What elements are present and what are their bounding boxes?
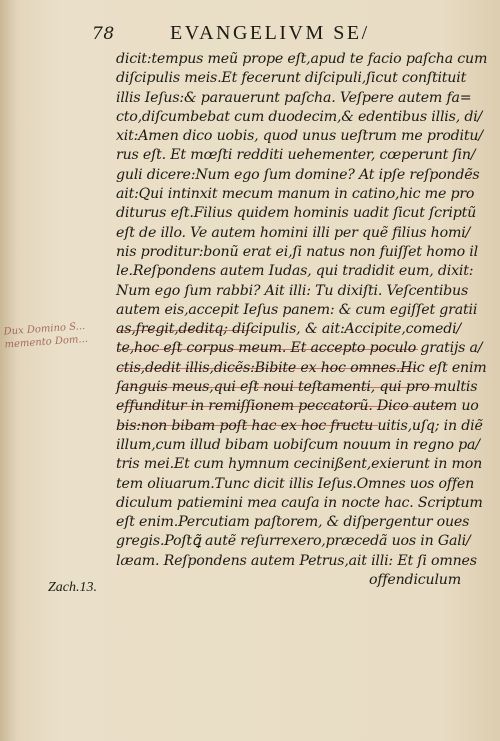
margin-reference: Zach.13. [48, 580, 97, 595]
text-line: illum,cum illud bibam uobiſcum nouum in regno pa/ [116, 436, 480, 453]
text-line: tris mei.Et cum hymnum cecinißent,exierunt in mon [116, 456, 483, 473]
text-line: gregis.Poſtꝗ̃ autẽ reſurrexero,præcedã uos in Gali/ [116, 533, 471, 550]
text-line: ſanguis meus,qui eſt noui teſtamenti, qui pro multis [116, 379, 478, 396]
text-line: dicit:tempus meũ prope eſt,apud te facio paſcha cum [116, 51, 488, 67]
text-line: diſcipulis meis.Et fecerunt diſcipuli,ſicut conſtituit [116, 70, 467, 87]
text-line: ctis,dedit illis,dicẽs:Bibite ex hoc omnes.Hic eſt enim [116, 359, 487, 376]
running-head: EVANGELIVM SE/ [170, 22, 370, 44]
text-line: læam. Reſpondens autem Petrus,ait illi: Et ſi omnes [116, 552, 477, 569]
text-line: guli dicere:Num ego ſum domine? At ipſe reſpondẽs [116, 166, 480, 183]
body-text [116, 50, 488, 590]
text-line: le.Reſpondens autem Iudas, qui tradidit eum, dixit: [116, 263, 474, 280]
text-line: te,hoc eſt corpus meum. Et accepto poculo gratijs a/ [116, 340, 483, 357]
text-line: rus eſt. Et mœſti redditi uehementer, cœperunt ſin/ [116, 147, 476, 164]
text-line: as,fregit,deditq; diſcipulis, & ait:Accipite,comedi/ [116, 321, 461, 338]
folio-number: 78 [92, 24, 115, 44]
text-line: ait:Qui intinxit mecum manum in catino,hic me pro [116, 186, 475, 203]
text-line: autem eis,accepit Ieſus panem: & cum egiſſet gratii [116, 301, 478, 318]
text-line: effunditur in remiſſionem peccatorũ. Dico autem uo [116, 398, 479, 415]
text-line: eſt enim.Percutiam paſtorem, & diſpergentur oues [116, 514, 470, 531]
text-line: cto,diſcumbebat cum duodecim,& edentibus illis, di/ [116, 108, 483, 125]
text-line: illis Ieſus:& parauerunt paſcha. Veſpere autem fa= [116, 89, 472, 106]
text-line: tem oliuarum.Tunc dicit illis Ieſus.Omnes uos offen [116, 475, 475, 492]
text-line: Num ego ſum rabbi? Ait illi: Tu dixiſti. Veſcentibus [116, 282, 469, 299]
text-line: bis:non bibam poſt hac ex hoc fructu uitis,uſq; in diẽ [116, 417, 483, 434]
text-line: nis proditur:bonũ erat ei,ſi natus non fuiſſet homo il [116, 243, 478, 260]
text-line: xit:Amen dico uobis, quod unus ueſtrum me proditu/ [116, 128, 483, 145]
catchword: offendiculum [368, 572, 461, 589]
handwritten-margin-note: Dux Domino S... memento Dom... [3, 320, 89, 351]
text-line: eſt de illo. Ve autem homini illi per quẽ filius homi/ [116, 224, 471, 241]
text-line: diturus eſt.Filius quidem hominis uadit ſicut ſcriptũ [116, 205, 477, 222]
text-line: diculum patiemini mea cauſa in nocte hac. Scriptum [116, 494, 483, 511]
